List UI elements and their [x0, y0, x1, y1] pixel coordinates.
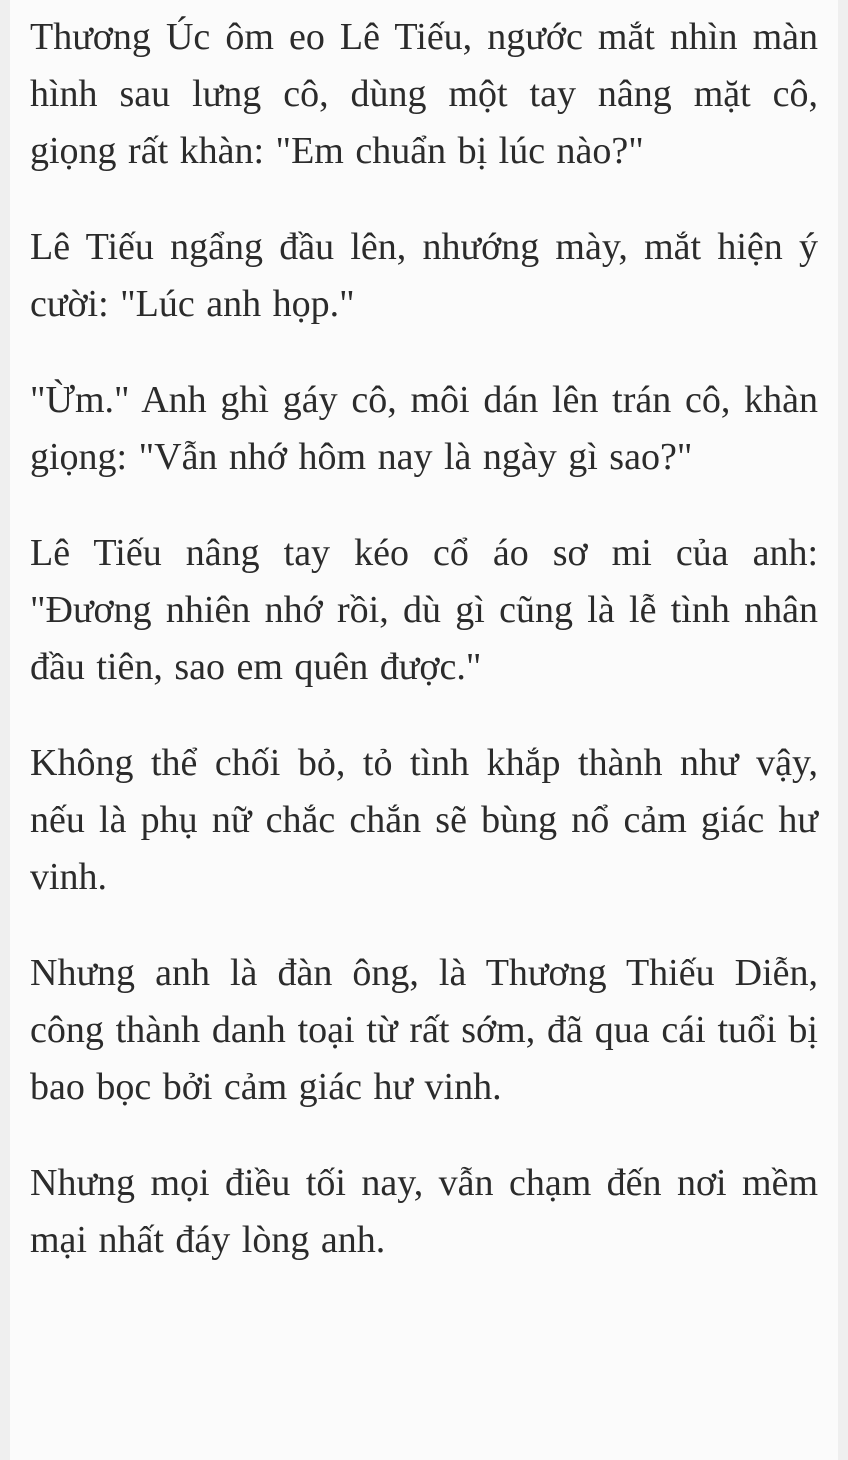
paragraph-7: Nhưng mọi điều tối nay, vẫn chạm đến nơi mềm mại nhất đáy lòng anh. — [30, 1162, 818, 1261]
paragraph-2: Lê Tiếu ngẩng đầu lên, nhướng mày, mắt hiện ý cười: "Lúc anh họp." — [30, 226, 818, 325]
novel-page — [10, 0, 838, 1460]
paragraph-6: Nhưng anh là đàn ông, là Thương Thiếu Diễn, công thành danh toại từ rất sớm, đã qua cái tuổi bị bao bọc bởi cảm giác hư vinh. — [30, 952, 818, 1108]
paragraph-4: Lê Tiếu nâng tay kéo cổ áo sơ mi của anh: "Đương nhiên nhớ rồi, dù gì cũng là lễ tình nhân đầu tiên, sao em quên được." — [30, 532, 818, 688]
paragraph-5: Không thể chối bỏ, tỏ tình khắp thành như vậy, nếu là phụ nữ chắc chắn sẽ bùng nổ cảm giác hư vinh. — [30, 742, 818, 898]
paragraph-1: Thương Úc ôm eo Lê Tiếu, ngước mắt nhìn màn hình sau lưng cô, dùng một tay nâng mặt cô, giọng rất khàn: "Em chuẩn bị lúc nào?" — [30, 16, 818, 172]
paragraph-3: "Ừm." Anh ghì gáy cô, môi dán lên trán cô, khàn giọng: "Vẫn nhớ hôm nay là ngày gì sao?" — [30, 379, 818, 478]
